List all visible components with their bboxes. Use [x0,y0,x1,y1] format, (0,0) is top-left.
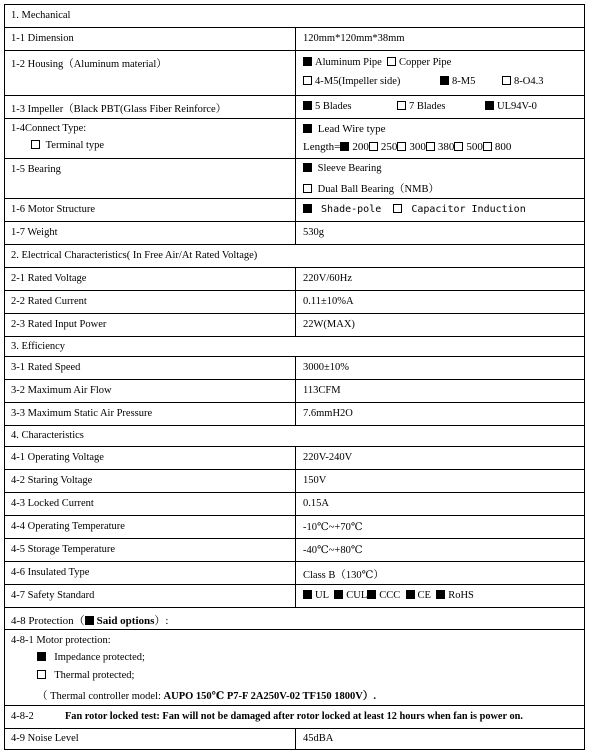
unchecked-box-icon [393,204,402,213]
row-locked-rotor-test [5,706,584,729]
housing-options-line2: 4-M5(Impeller side) [303,76,400,87]
unchecked-box-icon [454,142,463,151]
row-value: 120mm*120mm*38mm [303,33,405,44]
row-motor-protection [5,630,584,706]
terminal-type-option: Terminal type [31,140,104,151]
checked-box-icon [303,101,312,110]
locked-rotor-test-text: Fan rotor locked test: Fan will not be damaged after rotor locked at least 12 hours when fan is power on. [65,711,523,722]
row-value: 7.6mmH2O [303,408,353,419]
row-label: 3-1 Rated Speed [11,362,81,373]
impeller-ul94v0: UL94V-0 [485,101,537,112]
row-label: 1-3 Impeller（Black PBT(Glass Fiber Reinforce） [11,104,227,115]
impedance-protected-option: Impedance protected; [37,652,145,663]
row-max-static-pressure [5,403,584,426]
row-label: 4-7 Safety Standard [11,590,95,601]
thermal-controller-model: （ Thermal controller model: AUPO 150℃ P7-F 2A250V-02 TF150 1800V）. [37,691,377,702]
row-label: 2-1 Rated Voltage [11,273,87,284]
row-label: 3-3 Maximum Static Air Pressure [11,408,153,419]
section-characteristics-header [5,426,584,447]
row-value: 3000±10% [303,362,350,373]
row-label: 4-8-2 [11,711,34,722]
row-protection [5,608,584,630]
motor-protection-title: 4-8-1 Motor protection: [11,635,111,646]
row-label: 4-4 Operating Temperature [11,521,125,532]
section-title: 1. Mechanical [11,10,71,21]
spec-sheet [4,4,585,750]
row-bearing [5,159,584,199]
row-value: -10℃~+70℃ [303,522,363,533]
section-title: 3. Efficiency [11,341,66,352]
row-rated-speed [5,357,584,380]
protection-label: 4-8 Protection（ Said options）: [11,615,169,627]
checked-box-icon [485,101,494,110]
row-label: 4-5 Storage Temperature [11,544,116,555]
row-label: 4-3 Locked Current [11,498,94,509]
row-label: 1-1 Dimension [11,33,74,44]
checked-box-icon [440,76,449,85]
row-locked-current [5,493,584,516]
row-starting-voltage [5,470,584,493]
housing-options-line1: Aluminum Pipe Copper Pipe [303,57,451,68]
row-value: -40℃~+80℃ [303,545,363,556]
row-label: 1-4Connect Type: [11,123,87,134]
row-label: 2-3 Rated Input Power [11,319,107,330]
row-label: 4-1 Operating Voltage [11,452,104,463]
section-title: 4. Characteristics [11,430,84,441]
row-housing [5,51,584,96]
row-rated-input-power [5,314,584,337]
row-operating-voltage [5,447,584,470]
checked-box-icon [367,590,376,599]
row-value: 0.15A [303,498,329,509]
safety-standard-options: UL CUL CCC CE RoHS [303,590,474,601]
row-dimension [5,28,584,51]
row-connect-type [5,119,584,159]
section-electrical-header [5,245,584,268]
sleeve-bearing-option: Sleeve Bearing [303,163,381,174]
section-efficiency-header [5,337,584,357]
row-value: 220V-240V [303,452,353,463]
checked-box-icon [436,590,445,599]
checked-box-icon [303,163,312,172]
checked-box-icon [303,590,312,599]
row-label: 1-5 Bearing [11,164,61,175]
row-label: 4-6 Insulated Type [11,567,90,578]
unchecked-box-icon [397,142,406,151]
checked-box-icon [334,590,343,599]
row-rated-current [5,291,584,314]
unchecked-box-icon [426,142,435,151]
row-operating-temperature [5,516,584,539]
checked-box-icon [303,204,312,213]
checked-box-icon [303,124,312,133]
row-value: 113CFM [303,385,341,396]
unchecked-box-icon [303,184,312,193]
row-value: 530g [303,227,324,238]
row-label: 1-7 Weight [11,227,58,238]
checked-box-icon [85,616,94,625]
thermal-protected-option: Thermal protected; [37,670,134,681]
row-value: Class B（130℃） [303,570,384,581]
unchecked-box-icon [397,101,406,110]
ball-bearing-option: Dual Ball Bearing（NMB） [303,181,439,196]
unchecked-box-icon [369,142,378,151]
row-label: 4-2 Staring Voltage [11,475,93,486]
row-insulated-type [5,562,584,585]
unchecked-box-icon [387,57,396,66]
row-value: 45dBA [303,733,334,744]
impeller-5-blades: 5 Blades [303,101,351,112]
section-title: 2. Electrical Characteristics( In Free Air/At Rated Voltage) [11,250,258,261]
row-storage-temperature [5,539,584,562]
row-value: 150V [303,475,327,486]
length-options: Length= 200 250 300 380 500 800 [303,141,512,153]
row-max-air-flow [5,380,584,403]
unchecked-box-icon [303,76,312,85]
row-noise-level [5,729,584,750]
row-label: 1-6 Motor Structure [11,204,95,215]
unchecked-box-icon [502,76,511,85]
row-impeller [5,96,584,119]
row-label: 1-2 Housing（Aluminum material） [11,59,167,70]
row-value: 220V/60Hz [303,273,352,284]
row-label: 3-2 Maximum Air Flow [11,385,112,396]
housing-option-8m5: 8-M5 [440,76,475,87]
unchecked-box-icon [37,670,46,679]
checked-box-icon [340,142,349,151]
checked-box-icon [406,590,415,599]
unchecked-box-icon [483,142,492,151]
row-value: 22W(MAX) [303,319,355,330]
row-weight [5,222,584,245]
section-mechanical-header [5,5,584,28]
checked-box-icon [37,652,46,661]
row-safety-standard [5,585,584,608]
motor-structure-options: Shade-pole Capacitor Induction [303,204,526,215]
row-value: 0.11±10%A [303,296,354,307]
impeller-7-blades: 7 Blades [397,101,445,112]
row-label: 2-2 Rated Current [11,296,87,307]
unchecked-box-icon [31,140,40,149]
checked-box-icon [303,57,312,66]
housing-option-8o43: 8-O4.3 [502,76,543,87]
lead-wire-option: Lead Wire type [303,123,386,135]
row-rated-voltage [5,268,584,291]
row-motor-structure [5,199,584,222]
row-label: 4-9 Noise Level [11,733,79,744]
